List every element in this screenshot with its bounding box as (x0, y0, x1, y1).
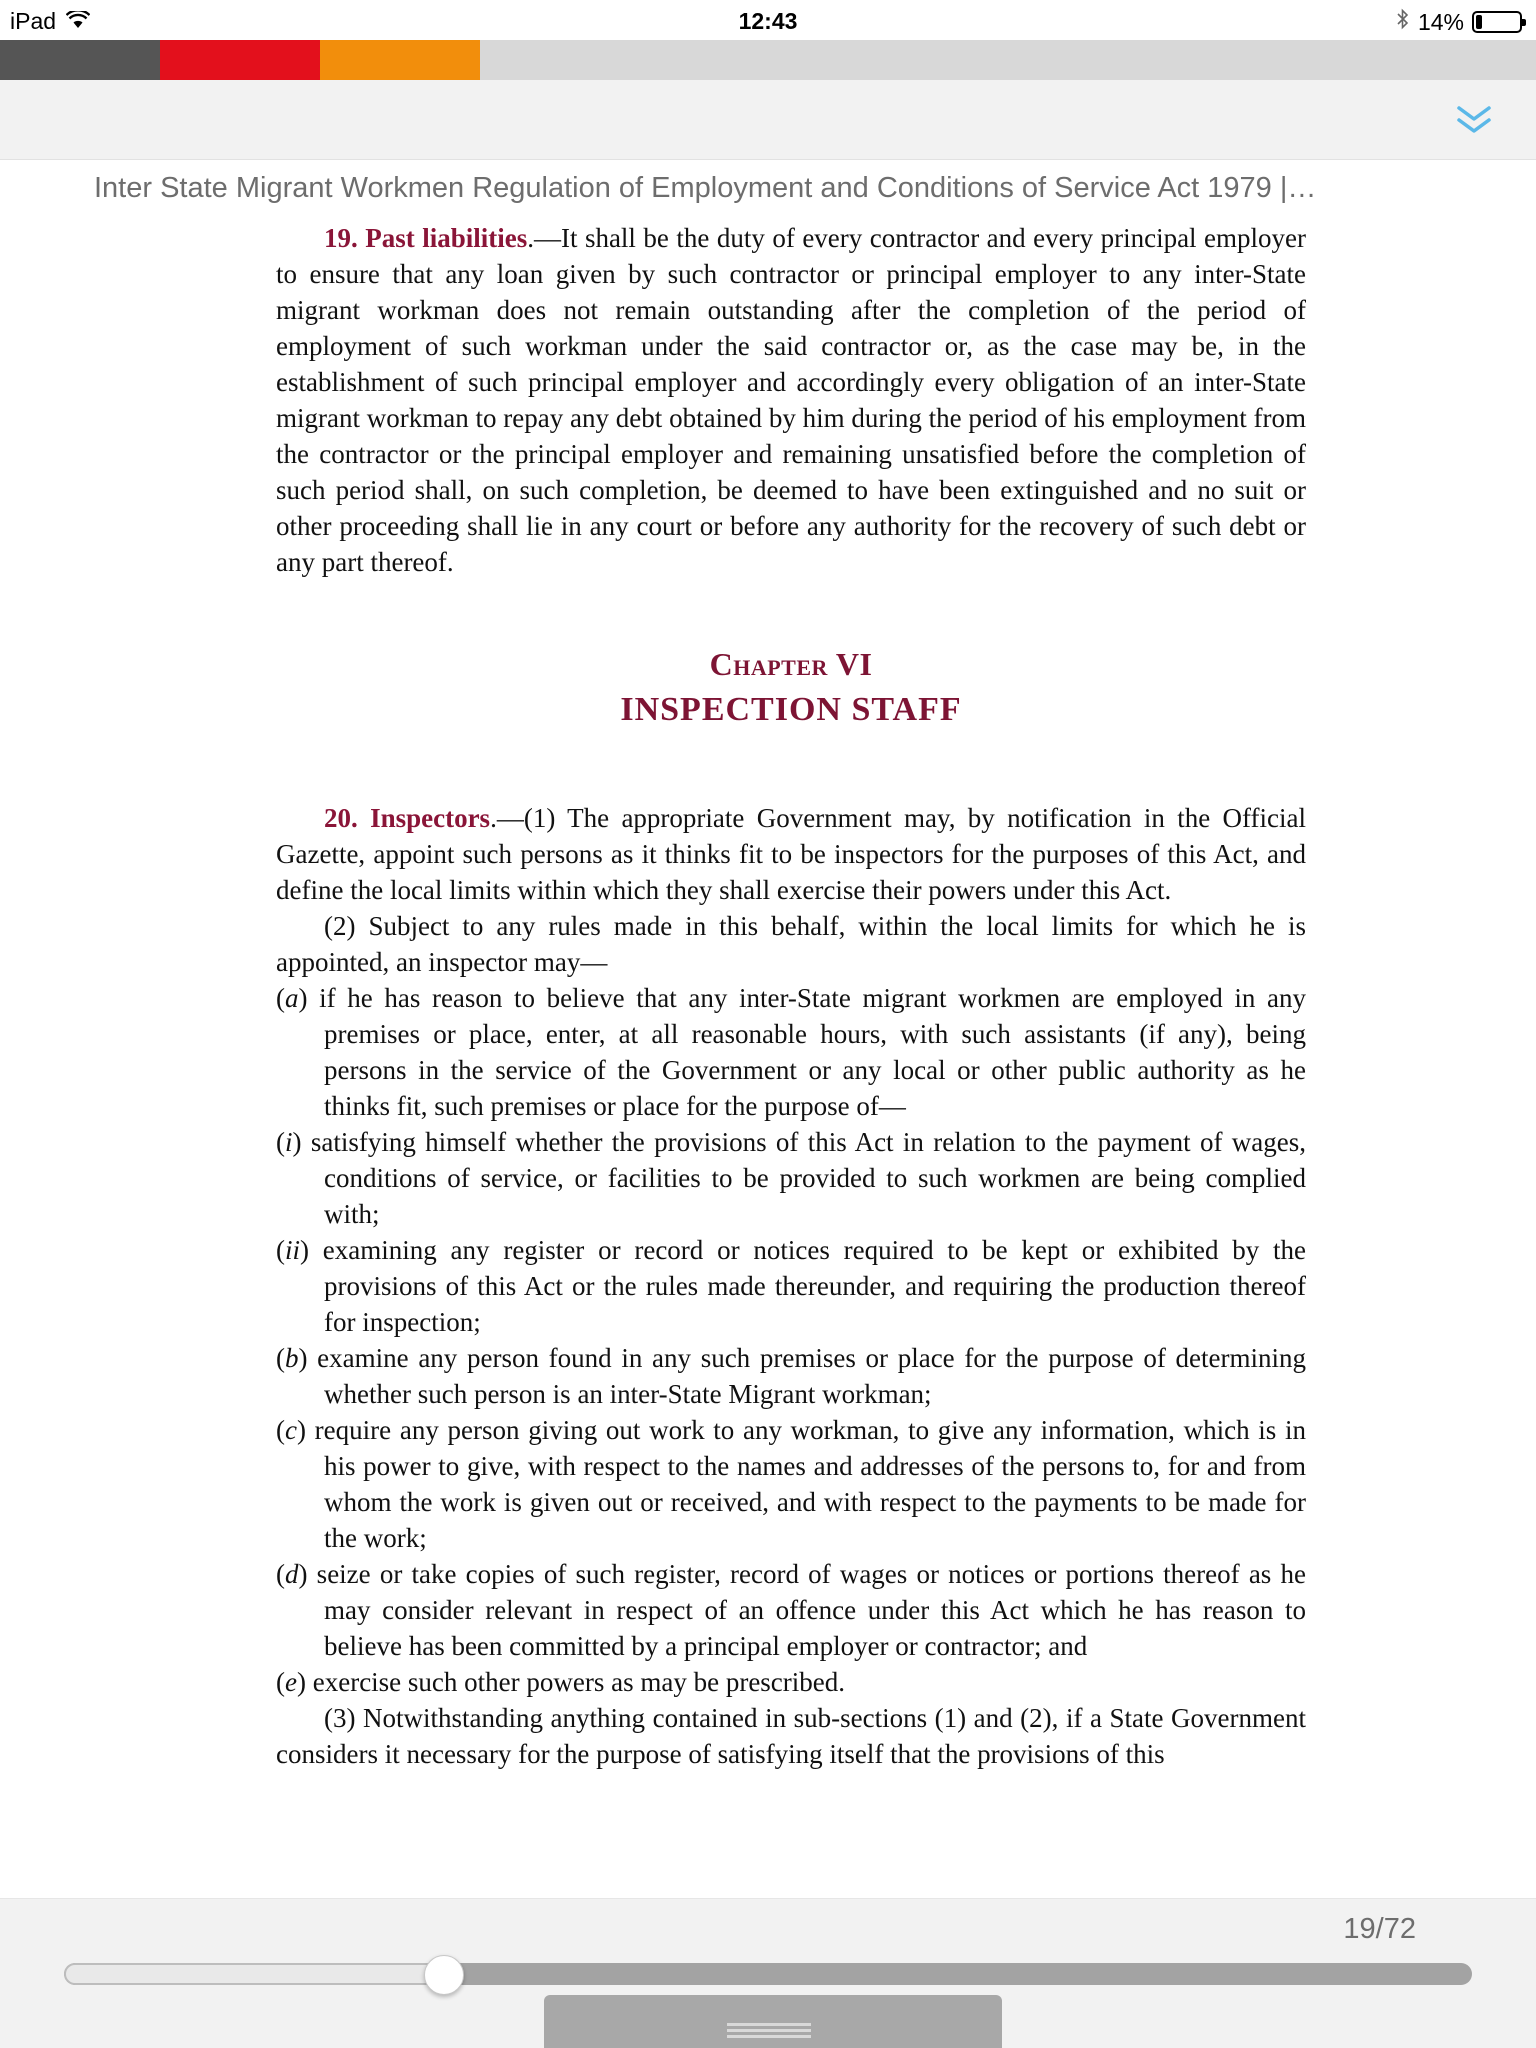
section-20-paragraph (276, 800, 1306, 908)
device-name: iPad (10, 8, 57, 34)
clause-e: (e) exercise such other powers as may be prescribed. (276, 1667, 846, 1697)
subclause-ii-label: ii (285, 1235, 301, 1265)
subclause-i: (i) satisfying himself whether the provisions of this Act in relation to the payment of wages, conditions of service, or facilities to be provided to such workmen are being complied with; (276, 1127, 1306, 1229)
clause-b-label: b (285, 1343, 299, 1373)
document-page[interactable] (276, 220, 1306, 1772)
clause-a-text: if he has reason to believe that any inter-State migrant workmen are employed in any premises or place, enter, at all reasonable hours, with such assistants (if any), being persons in the service of the Government or any local or other public authority as he thinks fit, such premises or place for the purpose of— (307, 983, 1306, 1121)
clause-b-text: examine any person found in any such premises or place for the purpose of determining whether such person is an inter-State Migrant workman; (307, 1343, 1306, 1409)
clause-c: (c) require any person giving out work to any workman, to give any information, which is in his power to give, with respect to the names and addresses of the persons to, for and from whom the work is given out or received, and with respect to the payments to be made for the work; (276, 1415, 1306, 1553)
status-bar (0, 0, 1536, 40)
bluetooth-icon (1396, 8, 1410, 36)
section-20-heading: 20. Inspectors (324, 803, 491, 833)
clause-d: (d) seize or take copies of such register, record of wages or notices or portions thereof as he may consider relevant in respect of an offence under this Act which he has reason to believe has been committed by a principal employer or contractor; and (276, 1559, 1306, 1661)
clause-e-text: exercise such other powers as may be prescribed. (305, 1667, 846, 1697)
toolbar (0, 80, 1536, 160)
clause-d-label: d (285, 1559, 299, 1589)
drawer-handle[interactable] (544, 1995, 1002, 2048)
double-chevron-down-icon (1456, 105, 1492, 135)
subclause-i-text: satisfying himself whether the provisions of this Act in relation to the payment of wages, conditions of service, or facilities to be provided to such workmen are being complied with; (301, 1127, 1306, 1229)
tab-color-dark[interactable] (0, 40, 160, 80)
section-19-text: .—It shall be the duty of every contractor and every principal employer to ensure that any loan given by such contractor or principal employer to any inter-State migrant workman does not remain outstanding after the completion of the period of employment of such workman under the said contractor or, as the case may be, in the establishment of such principal employer and accordingly every obligation of an inter-State migrant workman to repay any debt obtained by him during the period of his employment from the contractor or the principal employer and remaining unsatisfied before the completion of such period shall, on such completion, be deemed to have been extinguished and no suit or other proceeding shall lie in any court or before any authority for the recovery of such debt or any part thereof. (276, 223, 1306, 577)
chapter-title: INSPECTION STAFF (620, 691, 962, 728)
battery-fill (1476, 15, 1482, 29)
clause-e-label: e (285, 1667, 297, 1697)
clause-d-text: seize or take copies of such register, record of wages or notices or portions thereof as he may consider relevant in respect of an offence under this Act which he has reason to believe has been committed by a principal employer or contractor; and (307, 1559, 1306, 1661)
clause-c-label: c (285, 1415, 297, 1445)
battery-icon (1472, 11, 1522, 33)
clause-a: (a) if he has reason to believe that any inter-State migrant workmen are employed in any premises or place, enter, at all reasonable hours, with such assistants (if any), being persons in the service of the Government or any local or other public authority as he thinks fit, such premises or place for the purpose of— (276, 983, 1306, 1121)
bottom-navigation-bar (0, 1898, 1536, 2048)
subclause-ii-text: examining any register or record or notices required to be kept or exhibited by the provisions of this Act or the rules made thereunder, and requiring the production thereof for inspection; (309, 1235, 1306, 1337)
status-right (1396, 8, 1522, 36)
tab-color-red[interactable] (160, 40, 320, 80)
tab-color-strip (0, 40, 1536, 80)
clause-b: (b) examine any person found in any such premises or place for the purpose of determining whether such person is an inter-State Migrant workman; (276, 1343, 1306, 1409)
clause-c-text: require any person giving out work to any workman, to give any information, which is in his power to give, with respect to the names and addresses of the persons to, for and from whom the work is given out or received, and with respect to the payments to be made for the work; (305, 1415, 1306, 1553)
collapse-toolbar-button[interactable] (1448, 94, 1500, 146)
battery-percentage: 14% (1417, 8, 1464, 35)
chapter-number: VI (835, 646, 873, 682)
chapter-heading (276, 642, 1306, 734)
page-indicator: 19/72 (1343, 1913, 1416, 1945)
page-slider-progress (64, 1963, 444, 1985)
grip-icon (727, 2023, 811, 2037)
section-20-sub3: (3) Notwithstanding anything contained in sub-sections (1) and (2), if a State Government considers it necessary for the purpose of satisfying itself that the provisions of this (276, 1703, 1306, 1769)
clause-a-label: a (285, 983, 299, 1013)
section-19-paragraph (276, 220, 1306, 580)
page-slider-thumb[interactable] (424, 1955, 464, 1995)
chapter-word: Chapter (709, 646, 828, 682)
subclause-i-label: i (285, 1127, 293, 1157)
tab-color-orange[interactable] (320, 40, 480, 80)
subclause-ii: (ii) examining any register or record or notices required to be kept or exhibited by the provisions of this Act or the rules made thereunder, and requiring the production thereof for inspection; (276, 1235, 1306, 1337)
status-time: 12:43 (738, 8, 798, 34)
document-title: Inter State Migrant Workmen Regulation of Employment and Conditions of Service Act 1979 |… (94, 172, 1317, 204)
section-20-sub1: .—(1) The appropriate Government may, by notification in the Official Gazette, appoint such persons as it thinks fit to be inspectors for the purposes of this Act, and define the local limits within which they shall exercise their powers under this Act. (276, 803, 1306, 905)
section-20-sub2: (2) Subject to any rules made in this behalf, within the local limits for which he is appointed, an inspector may— (276, 911, 1306, 977)
page-slider-track[interactable] (64, 1963, 1472, 1985)
section-19-heading: 19. Past liabilities (324, 223, 528, 253)
